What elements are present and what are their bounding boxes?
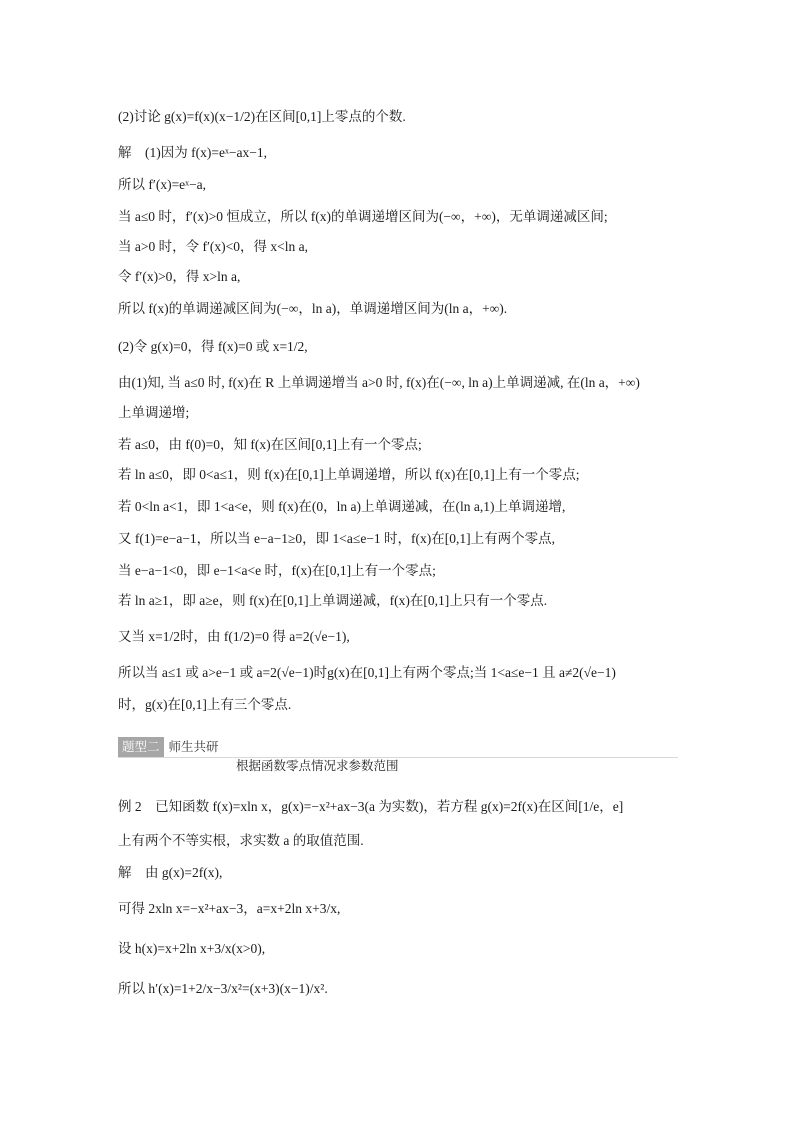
text-line: 所以 h′(x)=1+2/x−3/x²=(x+3)(x−1)/x². xyxy=(118,981,328,996)
text-line: 所以 f(x)的单调递减区间为(−∞，ln a)，单调递增区间为(ln a，+∞). xyxy=(118,301,508,316)
text-line: 设 h(x)=x+2ln x+3/x(x>0), xyxy=(118,941,266,956)
text-line: 若 0<ln a<1，即 1<a<e，则 f(x)在(0，ln a)上单调递减，在(ln a,1)上单调递增, xyxy=(118,499,566,514)
text-line: 时，g(x)在[0,1]上有三个零点. xyxy=(118,697,292,712)
text-line: 若 ln a≤0，即 0<a≤1，则 f(x)在[0,1]上单调递增，所以 f(x)在[0,1]上有一个零点; xyxy=(118,467,580,482)
text-line: (2)讨论 g(x)=f(x)(x−1/2)在区间[0,1]上零点的个数. xyxy=(118,109,406,124)
text-line: 若 a≤0，由 f(0)=0，知 f(x)在区间[0,1]上有一个零点; xyxy=(118,437,422,452)
text-line: 当 a>0 时，令 f′(x)<0，得 x<ln a, xyxy=(118,239,309,254)
section-tag: 题型二 xyxy=(118,737,164,757)
text-line: (2)令 g(x)=0，得 f(x)=0 或 x=1/2, xyxy=(118,339,308,354)
text-line: 例 2 已知函数 f(x)=xln x，g(x)=−x²+ax−3(a 为实数)，若方程 g(x)=2f(x)在区间[1/e，e] xyxy=(118,799,624,814)
text-line: 上单调递增; xyxy=(118,405,190,420)
text-line: 所以当 a≤1 或 a>e−1 或 a=2(√e−1)时g(x)在[0,1]上有两个零点;当 1<a≤e−1 且 a≠2(√e−1) xyxy=(118,665,616,680)
section-subtitle: 根据函数零点情况求参数范围 xyxy=(236,758,399,773)
text-line: 若 ln a≥1，即 a≥e，则 f(x)在[0,1]上单调递减，f(x)在[0,1]上只有一个零点. xyxy=(118,593,548,608)
text-line: 当 e−a−1<0，即 e−1<a<e 时，f(x)在[0,1]上有一个零点; xyxy=(118,563,436,578)
text-line: 又 f(1)=e−a−1，所以当 e−a−1≥0，即 1<a≤e−1 时，f(x)在[0,1]上有两个零点, xyxy=(118,531,556,546)
section-mode: 师生共研 xyxy=(164,737,224,757)
text-line: 解 由 g(x)=2f(x), xyxy=(118,865,223,880)
text-line: 所以 f′(x)=eˣ−a, xyxy=(118,177,207,192)
text-line: 解 (1)因为 f(x)=eˣ−ax−1, xyxy=(118,145,267,160)
text-line: 上有两个不等实根，求实数 a 的取值范围. xyxy=(118,833,364,848)
text-line: 令 f′(x)>0，得 x>ln a, xyxy=(118,269,241,284)
text-line: 又当 x=1/2时，由 f(1/2)=0 得 a=2(√e−1), xyxy=(118,629,350,644)
text-line: 可得 2xln x=−x²+ax−3，a=x+2ln x+3/x, xyxy=(118,901,341,916)
text-line: 由(1)知, 当 a≤0 时, f(x)在 R 上单调递增当 a>0 时, f(x)在(−∞, ln a)上单调递减, 在(ln a，+∞) xyxy=(118,375,640,390)
text-line: 当 a≤0 时，f′(x)>0 恒成立，所以 f(x)的单调递增区间为(−∞，+∞)，无单调递减区间; xyxy=(118,209,608,224)
section-banner xyxy=(118,737,678,758)
